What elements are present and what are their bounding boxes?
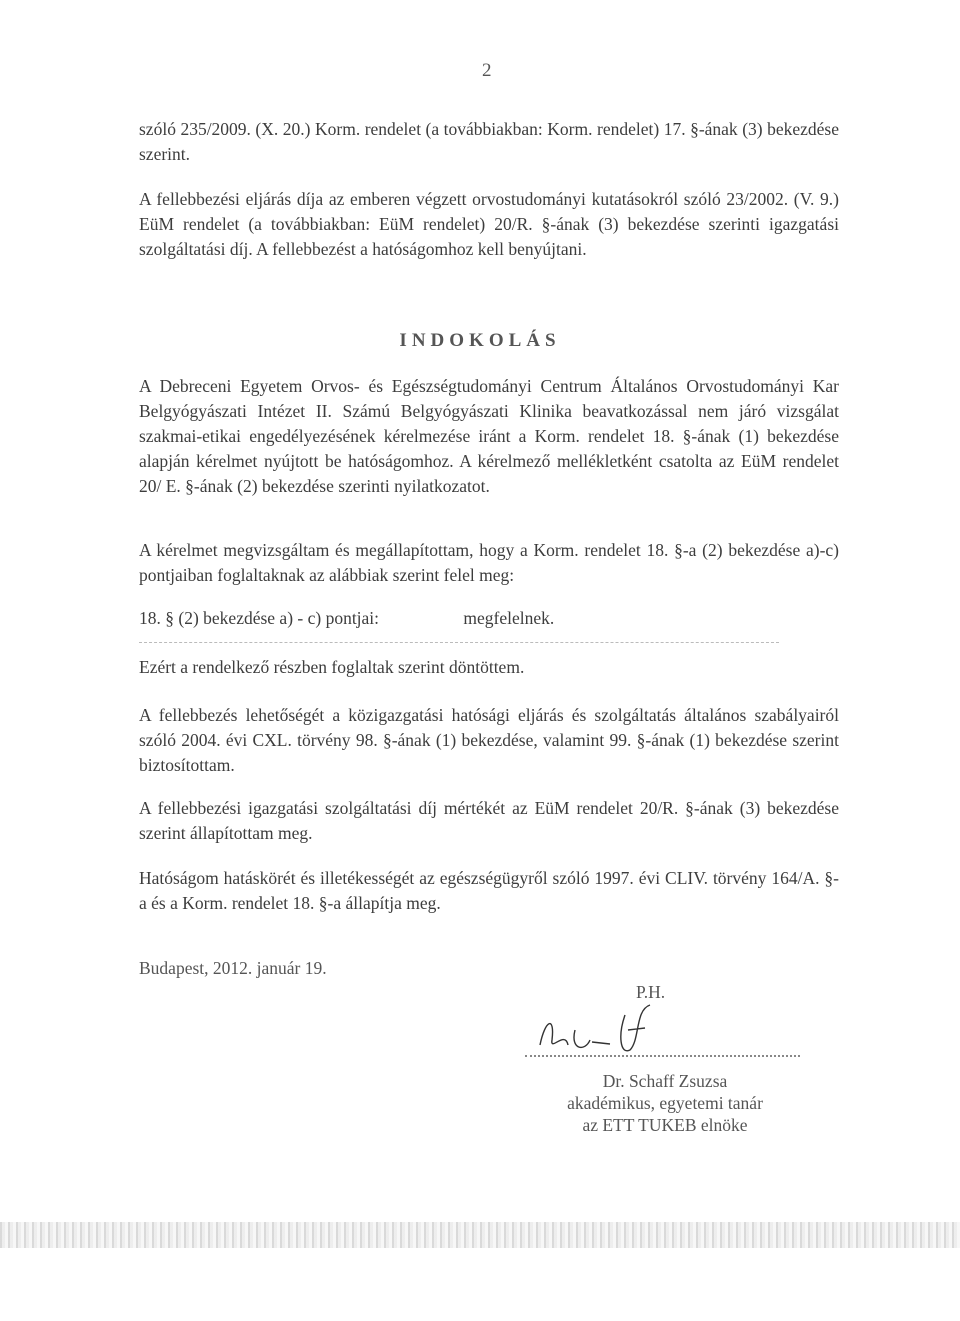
- paragraph-2: A fellebbezési eljárás díja az emberen végzett orvostudományi kutatásokról szóló 23/2002. (V. 9.) EüM rendelet (a továbbiakban: EüM rendelet) 20/R. §-ának (3) bekezdése szerinti igazgatási szolgáltatási díj. A fellebbezést a hatóságomhoz kell benyújtani.: [139, 189, 839, 259]
- paragraph-3: A Debreceni Egyetem Orvos- és Egészségtudományi Centrum Általános Orvostudományi Kar Belgyógyászati Intézet II. Számú Belgyógyászati Klinika beavatkozással nem járó vizsgálat szakmai-etikai engedélyezésének kérelmezése iránt a Korm. rendelet 18. §-ának (1) bekezdése alapján kérelmet nyújtott be hatóságomhoz. A kérelmező mellékletként csatolta az EüM rendelet 20/ E. §-ának (2) bekezdése szerinti nyilatkozatot.: [139, 376, 839, 496]
- paragraph-8: Hatóságom hatáskörét és illetékességét az egészségügyről szóló 1997. évi CLIV. törvény 164/A. §-a és a Korm. rendelet 18. §-a állapítja meg.: [139, 868, 839, 913]
- scan-artifact-band: [0, 1222, 960, 1248]
- signature-dotted-line: [525, 1055, 800, 1057]
- handwritten-signature: [530, 1000, 690, 1060]
- paragraph-7: A fellebbezési igazgatási szolgáltatási díj mértékét az EüM rendelet 20/R. §-ának (3) bekezdése szerint állapítottam meg.: [139, 798, 839, 843]
- signer-role: az ETT TUKEB elnöke: [582, 1115, 748, 1135]
- requirement-value: megfelelnek.: [463, 608, 555, 628]
- page-number: 2: [482, 60, 492, 81]
- paragraph-6: A fellebbezés lehetőségét a közigazgatási hatósági eljárás és szolgáltatás általános szabályairól szóló 2004. évi CXL. törvény 98. §-ának (1) bekezdése, valamint 99. §-ának (1) bekezdése szerint biztosítottam.: [139, 705, 839, 775]
- signer-name: Dr. Schaff Zsuzsa: [602, 1071, 728, 1091]
- section-heading: INDOKOLÁS: [399, 330, 561, 351]
- signature-block: [530, 1070, 800, 1136]
- requirement-row: [139, 608, 554, 629]
- paragraph-5: Ezért a rendelkező részben foglaltak szerint döntöttem.: [139, 657, 525, 677]
- signer-title: akadémikus, egyetemi tanár: [567, 1093, 763, 1113]
- divider: [139, 642, 779, 643]
- requirement-label: 18. § (2) bekezdése a) - c) pontjai:: [139, 608, 380, 628]
- paragraph-4: A kérelmet megvizsgáltam és megállapítottam, hogy a Korm. rendelet 18. §-a (2) bekezdése a)-c) pontjaiban foglaltaknak az alábbiak szerint felel meg:: [139, 540, 839, 585]
- seal-placeholder: P.H.: [636, 982, 666, 1002]
- date-line: Budapest, 2012. január 19.: [139, 958, 327, 978]
- paragraph-1: szóló 235/2009. (X. 20.) Korm. rendelet (a továbbiakban: Korm. rendelet) 17. §-ának (3) bekezdése szerint.: [139, 119, 839, 164]
